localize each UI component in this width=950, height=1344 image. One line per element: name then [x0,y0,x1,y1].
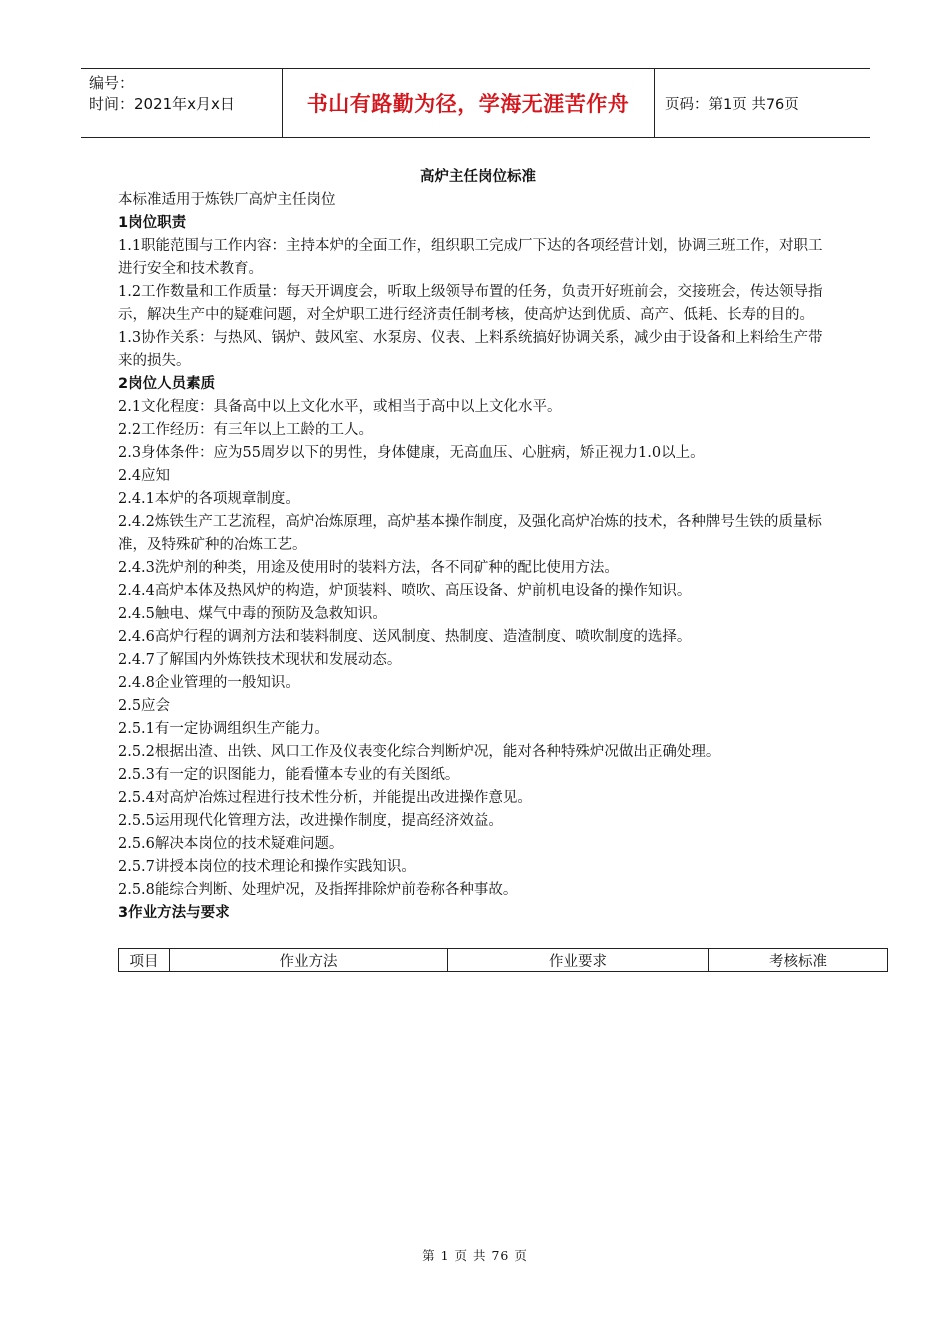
document-title: 高炉主任岗位标准 [420,169,536,185]
list-item: 2.2工作经历：有三年以上工龄的工人。 [118,422,374,438]
header-page-info: 页码：第1页 共76页 [665,97,799,113]
intro-paragraph: 本标准适用于炼铁厂高炉主任岗位 [118,192,336,208]
list-item: 2.1文化程度：具备高中以上文化水平，或相当于高中以上文化水平。 [118,399,562,415]
list-item: 2.4.1本炉的各项规章制度。 [118,491,300,507]
list-item: 2.4.6高炉行程的调剂方法和装料制度、送风制度、热制度、造渣制度、喷吹制度的选择。 [118,629,692,645]
list-item: 2.5.4对高炉冶炼过程进行技术性分析，并能提出改进操作意见。 [118,790,532,806]
section-heading: 3作业方法与要求 [118,905,230,921]
list-item: 2.5应会 [118,698,171,714]
list-item: 2.5.1有一定协调组织生产能力。 [118,721,329,737]
list-item: 2.4.8企业管理的一般知识。 [118,675,300,691]
document-body [118,165,888,925]
list-item: 2.3身体条件：应为55周岁以下的男性，身体健康，无高血压、心脏病，矫正视力1.0以上。 [118,445,705,461]
document-number-label: 编号： [89,74,135,92]
section-heading: 2岗位人员素质 [118,376,216,392]
list-item: 2.4.4高炉本体及热风炉的构造，炉顶装料、喷吹、高压设备、炉前机电设备的操作知识。 [118,583,692,599]
header-divider [654,69,655,137]
list-item: 2.4.7了解国内外炼铁技术现状和发展动态。 [118,652,402,668]
paragraph: 1.1职能范围与工作内容：主持本炉的全面工作，组织职工完成厂下达的各项经营计划，协调三班工作，对职工进行安全和技术教育。 [118,238,823,277]
page-header [81,68,870,138]
paragraph: 1.2工作数量和工作质量：每天开调度会，听取上级领导布置的任务，负责开好班前会，交接班会，传达领导指示，解决生产中的疑难问题，对全炉职工进行经济责任制考核，使高炉达到优质、高产、低耗、长寿的目的。 [118,284,823,323]
list-item: 2.5.6解决本岗位的技术疑难问题。 [118,836,344,852]
header-meta [89,73,284,115]
header-motto: 书山有路勤为径，学海无涯苦作舟 [306,92,630,116]
list-item: 2.5.8能综合判断、处理炉况，及指挥排除炉前卷称各种事故。 [118,882,518,898]
list-item: 2.5.2根据出渣、出铁、风口工作及仪表变化综合判断炉况，能对各种特殊炉况做出正确处理。 [118,744,721,760]
table-header-cell: 考核标准 [709,949,888,972]
table-header-cell: 作业要求 [448,949,709,972]
list-item: 2.4应知 [118,468,171,484]
operations-table [118,948,888,972]
list-item: 2.5.3有一定的识图能力，能看懂本专业的有关图纸。 [118,767,460,783]
section-heading: 1岗位职责 [118,215,187,231]
list-item: 2.4.3洗炉剂的种类，用途及使用时的装料方法，各不同矿种的配比使用方法。 [118,560,619,576]
paragraph: 1.3协作关系：与热风、锅炉、鼓风室、水泵房、仪表、上料系统搞好协调关系，减少由于设备和上料给生产带来的损失。 [118,330,823,369]
list-item: 2.5.7讲授本岗位的技术理论和操作实践知识。 [118,859,416,875]
list-item: 2.4.2炼铁生产工艺流程，高炉冶炼原理，高炉基本操作制度，及强化高炉冶炼的技术，各种牌号生铁的质量标准，及特殊矿种的冶炼工艺。 [118,514,822,553]
list-item: 2.5.5运用现代化管理方法，改进操作制度，提高经济效益。 [118,813,503,829]
table-header-cell: 作业方法 [170,949,448,972]
table-header-row [119,949,888,972]
list-item: 2.4.5触电、煤气中毒的预防及急救知识。 [118,606,387,622]
page-footer: 第 1 页 共 76 页 [422,1248,528,1263]
document-time-label: 时间：2021年x月x日 [89,95,235,113]
table-header-cell: 项目 [119,949,170,972]
